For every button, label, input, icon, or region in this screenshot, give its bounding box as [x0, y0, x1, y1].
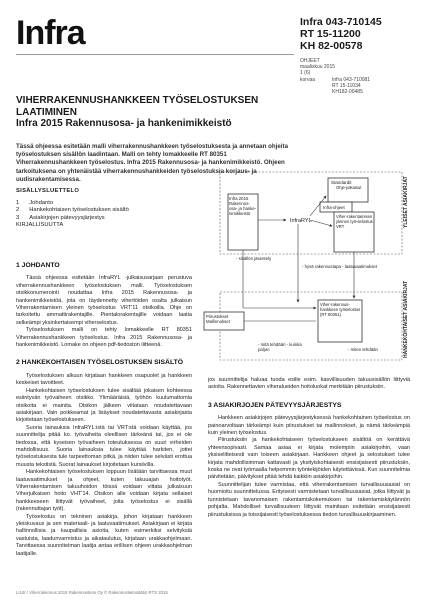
- general-docs-label: YLEISET ASIAKIRJAT: [403, 176, 409, 228]
- good-practice-note: - hyvä rakennustapa - laatuvaatimukset: [302, 264, 377, 269]
- standards-label: Standardit: [331, 180, 352, 185]
- vrt-label: Viher-rakentamisen yleinen työ-selostus VRT: [336, 214, 373, 229]
- toc-item[interactable]: 2 Hankekohtaisen työselostuksen sisältö: [16, 207, 129, 214]
- page-footer: LIUS / Viherrakennus 2015 Rakennustieto Oy © Rakennustietosäätiö RTS 2015: [16, 590, 168, 595]
- meta-replaces-1: Infra 043-710081: [332, 76, 371, 83]
- section-3-paragraph: Piirustuksiin ja hankekohtaiseen työselostukseen sisältöä on kerättävä yhteensopivasti. Samaa asiaa ei kirjata molempiin asiakirjoihin, vaan yksiselitteisesti vain toiseen asiakirjaan. Hankkeen ohjeet ja selostukset tulee kirjata mahdollisimman kattavasti ja yksityiskohtaisesti ensisijaisesti piirustuksiin, koska ne ovat työmaalla helpommin työntekijöiden käytettävissä. Kun suunnitelmia päivitetään, päivitykset pitää tehdä kaikkiin asiakirjoihin.: [208, 437, 410, 481]
- table-of-contents: [16, 188, 156, 230]
- title-line-3: Infra 2015 Rakennusosa- ja hankenimikkeistö: [16, 118, 232, 129]
- project-work-desc-label: Viher-rakennus-hankkeen työselostus (RT 80351): [320, 302, 361, 317]
- code-rt: RT 15-11200: [300, 28, 361, 40]
- code-kh: KH 82-00578: [300, 40, 363, 52]
- lead-paragraph: Tässä ohjeessa esitetään malli viherrakennushankkeen työselostuksesta ja annetaan ohjeita työselostuksen sisällön laadintaan. Malli on tehty lomakkeelle RT 80351 Viherrakennushankkeen työselostus. Infra 2015 Rakennusosa- ja hankenimikkeistö. Ohjeen tarkoituksena on yhtenäistää viherrakennushankkeiden työselostuksia korjaus- ja uudisrakentamisessa.: [16, 143, 289, 183]
- section-1-heading: 1 JOHDANTO: [16, 262, 60, 269]
- section-3-heading: 3 ASIAKIRJOJEN PÄTEVYYSJÄRJESTYS: [208, 401, 342, 409]
- document-meta: [300, 58, 370, 95]
- code-infra: Infra 043-710145: [300, 16, 382, 28]
- section-2-paragraph: Työselostuksen alkuun kirjataan hankkeen osapuolet ja hankkeen keskeiset tavoitteet.: [16, 372, 192, 387]
- meta-pages: 1 (6): [300, 70, 311, 77]
- meta-replaces-2: RT 15-11034: [332, 82, 361, 89]
- what-how-much-note: - mitä tehdään - kuinka paljon: [258, 342, 302, 352]
- section-2-paragraph: Työselostus on tekninen asiakirja, johon kirjataan hankkeen yleiskuvaus ja sen materiaali- ja laatuvaatimukset. Asiakirjaan ei kirjata hallinnollisia ja kaupallisia asioita, kuten esimerkiksi selvityksiä vastuista, laadunvarmistus ja aikataulutus, kirjataan urakkaohjelmaan. Tarvittaessa suunnitelman laatija antaa erillisen ohjeen urakkaohjelman laatijalle.: [16, 513, 192, 557]
- infra-guides-label: Infra-ohjeet: [323, 205, 345, 210]
- project-docs-label: HANKEKOHTAISET ASIAKIRJAT: [403, 280, 409, 358]
- toc-tail[interactable]: KIRJALLISUUTTA: [16, 222, 64, 229]
- meta-key: OHJEET: [300, 58, 320, 64]
- document-title: [16, 95, 286, 130]
- right-column: [208, 377, 410, 519]
- section-2-paragraph: Hankekohtaisen työselostuksen loppuun lisätään tarvittaessa muut laatuvaatimukset ja ohjeet, kuten takuuajan hoitotyöt. Viherrakentamisen takuuhoidon töissä voidaan viitata julkaisuun Viherjulkaisen hoito VHT'14. Otsikon alle voidaan kirjata sellaiset hankkeeseen liittyvät työvaiheet, joita työselostus ei sisällä (rakennuttajan työt).: [16, 469, 192, 513]
- header-divider: [16, 54, 294, 55]
- left-column: [16, 262, 192, 558]
- toc-item[interactable]: 3 Asiakirjojen pätevyysjärjestys: [16, 214, 105, 221]
- section-1-paragraph: Työselostuksen malli on tehty lomakkeelle RT 80351 Viherrakennushankkeen työselostus. Infra 2015 Rakennusosa- ja hankenimikkeistö. Lomake on ohjeen pdf-tiedoston liitteenä.: [16, 327, 192, 349]
- infra-box-label: Infra 2015 Rakennus-osa- ja hanke-nimikkeistö: [229, 196, 257, 217]
- infra-logo: Infra: [16, 14, 85, 52]
- arrow-ryl-to-vrt: [310, 220, 332, 226]
- section-3-paragraph: Suunnittelijan tulee varmistaa, että viherrakentamisen turvallisuusasiat on huomioitu suunnittelussa. Erityisesti varmistetaan turvallisuusasiat, jotka liittyvät ja tunnistetaan tavanomaisen rakentamiskokemuksen tai rakentamiskäytännön pohjalta. Mahdolliset turvallisuuteen liittyvät mainitaan esitetään ensisijaisesti piirustuksissa ja toissijaisesti työselostuksessa tiedon turvallisuuskirjaaminen.: [208, 481, 410, 518]
- section-2-paragraph: Hankekohtaisen työselostuksen tulee sisältää jokaisen kohteessa esiintyvän työvaiheen otsikko. Ylimääräisiä, työhön kuulumattomia otsikoita ei mainita. Otsikon jälkeen viitataan noudatettavaan asiakirjaan. Vain poikkeamat ja lisäykset noudatettavasta asiakirjasta kirjoitetaan työselostukseen.: [16, 387, 192, 424]
- meta-date: maaliskuu 2015: [300, 64, 336, 71]
- infraryl-label: InfraRYL: [290, 218, 312, 224]
- section-2-continued: jos suunnittelija haluaa tuoda esille esim. kasvillisuuden takuusisällön liittyviä asioita. Rakennettavien viheralueiden hoitoluokat merkitään piirustuksiin.: [208, 377, 410, 391]
- title-line-1: VIHERRAKENNUSHANKKEEN TYÖSELOSTUKSEN: [16, 95, 259, 106]
- content-structuring-note: - sisällön jäsentely: [236, 256, 272, 261]
- meta-replaces-label: korvaa: [300, 76, 316, 83]
- document-codes: [300, 16, 382, 52]
- guides-label: Ohje-julkaisut: [336, 186, 362, 190]
- meta-replaces-3: KH182-00485: [332, 89, 363, 96]
- document-hierarchy-diagram: [198, 168, 412, 368]
- section-2-paragraph: Suoria lainauksia InfraRYL:istä tai VRT:stä voidaan käyttää, jos suunnittelija pitää ko. työvaiheita oleellisen tärkeänä tai, jos ei ole tiedossa, että kyseisen työvaiheen toteutuksessa on suuri virheiden mahdollisuus. Suoria lainauksia tulee käyttää harkiten, jottei työselostuksesta tule tarpeettoman pitkä, ja niiden tulee selvästi erottua muusta tekstistä. Suorat lainaukset kirjoitetaan kursiivilla.: [16, 424, 192, 468]
- title-line-2: LAATIMINEN: [16, 106, 77, 118]
- toc-item[interactable]: 1 Johdanto: [16, 199, 54, 206]
- toc-heading: SISÄLLYSLUETTELO: [16, 188, 80, 194]
- section-3-paragraph: Hankkeen asiakirjojen pätevyysjärjestyksessä hankekohtainen työselostus on painoarvoltaan tärkeämpi kuin piirustukset tai mallinnokset, ja nämä tärkeämpiä kuin yleinen työselostus.: [208, 415, 410, 437]
- section-2-heading: 2 HANKEKOHTAISEN TYÖSELOSTUKSEN SISÄLTÖ: [16, 359, 184, 367]
- section-1-paragraph: Tässä ohjeessa esitetään InfraRYL -julkaisusarjaan perustuva viherrakennushankkeen työselostuksen malli. Työselostuksen otsikkonumerointi noudattaa Infra 2015 Rakennusosa- ja hankenimikkeistöä, jota on täydennetty vihertöiden osalta julkaisun Viherrakentamisen yleinen työselostus VRT'11 otsikoilla. Ohje on tarkoitettu ammattirakentajille. Pientalorakentajille voidaan laatia selkeämpi yksinkertaisempi viherselostus.: [16, 275, 192, 326]
- how-note: - miten tehdään: [348, 347, 378, 352]
- drawings-label: Piirustukset Mallinnokset: [206, 314, 230, 324]
